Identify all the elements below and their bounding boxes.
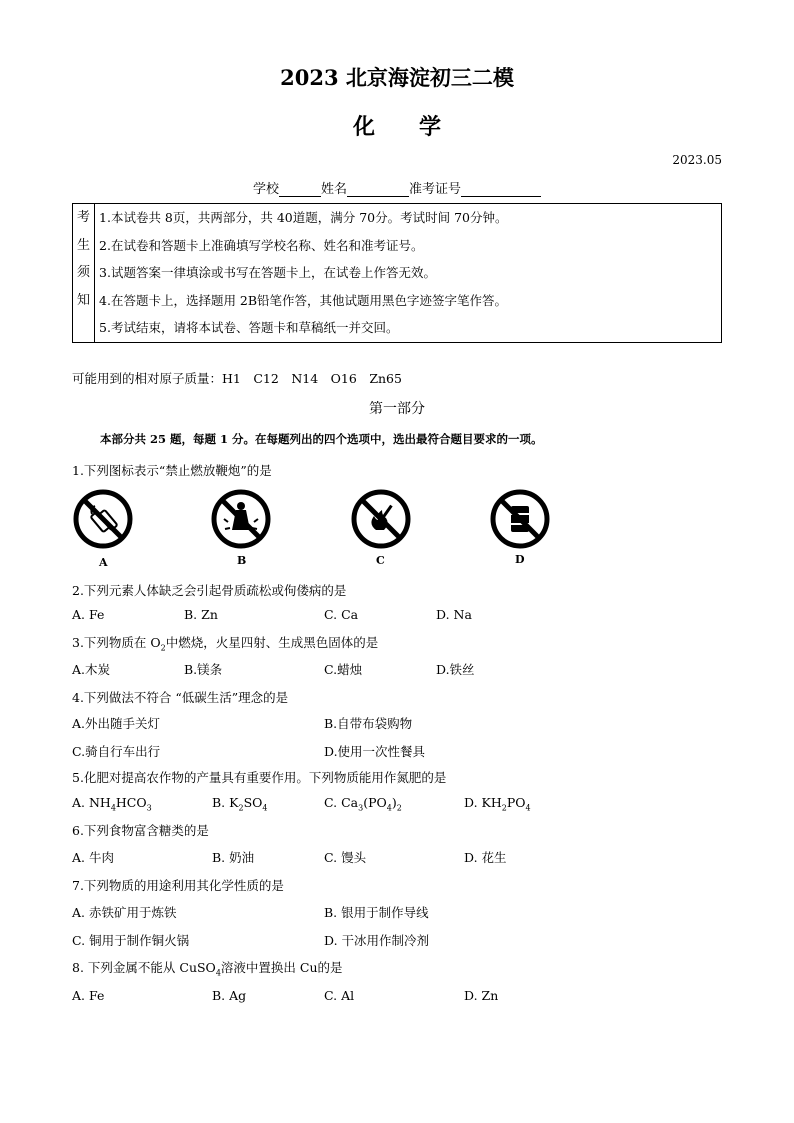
q8-stem-sub: 4 xyxy=(215,968,221,978)
q3-stem-part: 3.下列物质在 O xyxy=(72,635,161,650)
q4-option-a[interactable]: A.外出随手关灯 xyxy=(72,716,161,731)
q8-stem-part: 溶液中置换出 Cu的是 xyxy=(220,960,343,975)
formula-part: D. KH xyxy=(464,795,502,810)
q5-option-b[interactable] xyxy=(212,795,267,813)
q6-option-a[interactable]: A. 牛肉 xyxy=(72,850,114,865)
name-field[interactable] xyxy=(347,183,409,197)
question-7-stem: 7.下列物质的用途利用其化学性质的是 xyxy=(72,878,284,893)
question-1-stem: 1.下列图标表示“禁止燃放鞭炮”的是 xyxy=(72,463,272,478)
page-title: 2023 北京海淀初三二模 xyxy=(280,65,514,90)
q5-option-a[interactable] xyxy=(72,795,152,813)
notice-item: 4.在答题卡上，选择题用 2B铅笔作答，其他试题用黑色字迹签字笔作答。 xyxy=(99,292,508,308)
formula-sub: 4 xyxy=(386,803,392,813)
formula-sub: 3 xyxy=(146,803,152,813)
question-8-stem xyxy=(72,958,343,978)
q6-option-b[interactable]: B. 奶油 xyxy=(212,850,255,865)
q1-label-d: D xyxy=(515,553,525,566)
question-3-stem xyxy=(72,633,378,653)
q8-option-a[interactable]: A. Fe xyxy=(72,988,105,1003)
fire-ban-icon[interactable] xyxy=(350,488,412,550)
school-field[interactable] xyxy=(279,183,321,197)
question-6-stem: 6.下列食物富含糖类的是 xyxy=(72,823,209,838)
question-2-stem: 2.下列元素人体缺乏会引起骨质疏松或佝偻病的是 xyxy=(72,583,347,598)
formula-sub: 3 xyxy=(358,803,364,813)
q6-option-d[interactable]: D. 花生 xyxy=(464,850,507,865)
notice-item: 1.本试卷共 8页，共两部分，共 40道题，满分 70分。考试时间 70分钟。 xyxy=(99,210,508,225)
notice-head-char: 考 xyxy=(77,210,91,225)
student-info-line xyxy=(0,178,794,197)
formula-sub: 2 xyxy=(396,803,402,813)
notice-head-char: 知 xyxy=(77,292,91,308)
subject-char-2: 学 xyxy=(419,114,442,140)
formula-part: HCO xyxy=(115,795,147,810)
q2-option-c[interactable]: C. Ca xyxy=(324,607,359,622)
q6-option-c[interactable]: C. 馒头 xyxy=(324,850,367,865)
q3-stem-sub: 2 xyxy=(160,643,166,653)
id-field[interactable] xyxy=(461,183,541,197)
formula-sub: 2 xyxy=(238,803,244,813)
q7-option-c[interactable]: C. 铜用于制作铜火锅 xyxy=(72,933,190,948)
notice-head-char: 生 xyxy=(77,237,91,253)
q7-option-d[interactable]: D. 干冰用作制冷剂 xyxy=(324,933,430,948)
formula-sub: 2 xyxy=(501,803,507,813)
q4-option-b[interactable]: B.自带布袋购物 xyxy=(324,716,413,731)
q3-option-b[interactable]: B.镁条 xyxy=(184,662,223,677)
notice-heading xyxy=(73,204,95,343)
notice-head-char: 须 xyxy=(77,265,91,281)
atomic-masses: 可能用到的相对原子质量：H1 C12 N14 O16 Zn65 xyxy=(72,371,402,386)
formula-part: C. Ca xyxy=(324,795,359,810)
formula-part: A. NH xyxy=(72,795,111,810)
formula-sub: 4 xyxy=(110,803,116,813)
school-label: 学校 xyxy=(252,182,279,197)
q2-option-b[interactable]: B. Zn xyxy=(184,607,218,622)
q2-option-d[interactable]: D. Na xyxy=(436,607,472,622)
q8-option-c[interactable]: C. Al xyxy=(324,988,355,1003)
notice-item: 3.试题答案一律填涂或书写在答题卡上，在试卷上作答无效。 xyxy=(99,265,436,281)
question-5-stem: 5.化肥对提高农作物的产量具有重要作用。下列物质能用作氮肥的是 xyxy=(72,770,447,785)
q1-label-a: A xyxy=(99,556,108,569)
explosive-ban-icon[interactable] xyxy=(210,488,272,550)
firecracker-ban-icon[interactable] xyxy=(72,488,134,550)
formula-sub: 4 xyxy=(262,803,268,813)
q8-stem-part: 8. 下列金属不能从 CuSO xyxy=(72,960,216,975)
q8-option-b[interactable]: B. Ag xyxy=(212,988,247,1003)
q4-option-d[interactable]: D.使用一次性餐具 xyxy=(324,744,426,759)
q7-option-b[interactable]: B. 银用于制作导线 xyxy=(324,905,429,920)
q3-option-d[interactable]: D.铁丝 xyxy=(436,662,475,677)
formula-part: PO xyxy=(506,795,526,810)
q2-option-a[interactable]: A. Fe xyxy=(72,607,105,622)
q1-label-b: B xyxy=(237,554,247,567)
formula-part: SO xyxy=(243,795,263,810)
formula-part: B. K xyxy=(212,795,239,810)
subject-title xyxy=(0,110,794,141)
q8-option-d[interactable]: D. Zn xyxy=(464,988,499,1003)
subject-char-1: 化 xyxy=(352,114,375,140)
formula-part: (PO xyxy=(363,795,387,810)
q7-option-a[interactable]: A. 赤铁矿用于炼铁 xyxy=(72,905,177,920)
q3-option-c[interactable]: C.蜡烛 xyxy=(324,662,363,677)
formula-part: ) xyxy=(391,795,397,810)
notice-item: 2.在试卷和答题卡上准确填写学校名称、姓名和准考证号。 xyxy=(99,237,424,253)
q4-option-c[interactable]: C.骑自行车出行 xyxy=(72,744,161,759)
section-title: 第一部分 xyxy=(369,401,425,417)
formula-sub: 4 xyxy=(525,803,531,813)
q5-option-d[interactable] xyxy=(464,795,531,813)
question-4-stem: 4.下列做法不符合 “低碳生活”理念的是 xyxy=(72,690,289,705)
q3-option-a[interactable]: A.木炭 xyxy=(72,662,111,677)
name-label: 姓名 xyxy=(320,182,347,197)
notice-item: 5.考试结束，请将本试卷、答题卡和草稿纸一并交回。 xyxy=(99,320,399,336)
barrel-ban-icon[interactable] xyxy=(489,488,551,550)
q5-option-c[interactable] xyxy=(324,795,402,813)
exam-date: 2023.05 xyxy=(672,153,722,167)
notice-body xyxy=(95,204,722,343)
q1-label-c: C xyxy=(376,554,385,567)
id-label: 准考证号 xyxy=(409,182,462,197)
section-intro: 本部分共 25 题，每题 1 分。在每题列出的四个选项中，选出最符合题目要求的一项。 xyxy=(100,432,543,446)
q3-stem-part: 中燃烧，火星四射、生成黑色固体的是 xyxy=(165,635,379,650)
notice-table xyxy=(72,203,722,343)
